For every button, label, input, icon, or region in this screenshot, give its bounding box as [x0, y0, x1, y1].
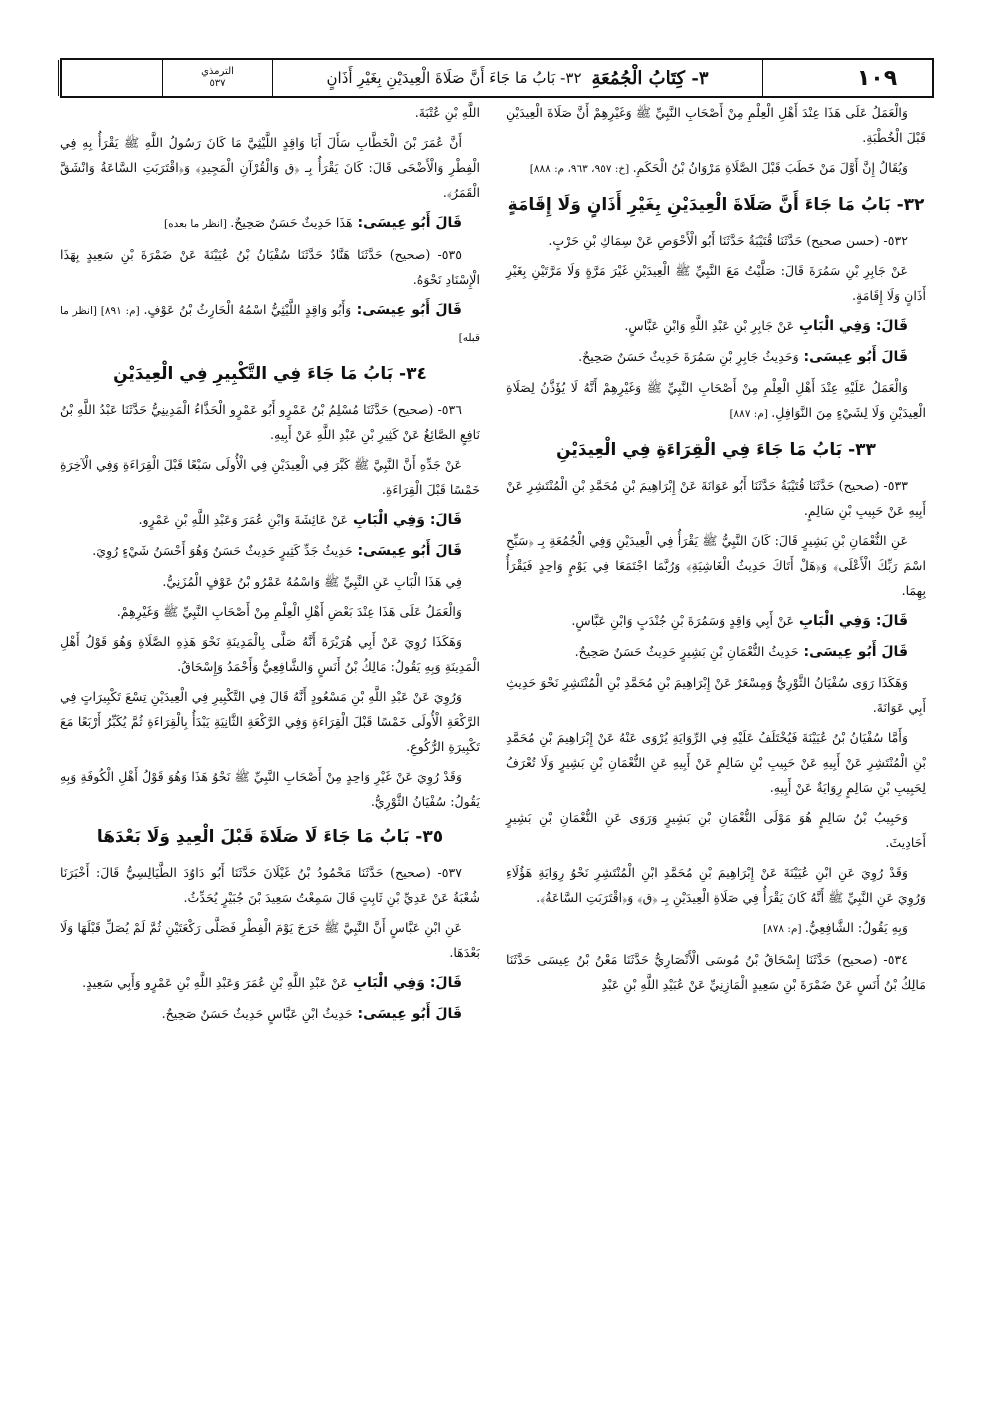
source-name: الترمذي: [201, 66, 234, 77]
paragraph: [506, 947, 926, 997]
paragraph-text: حَدِيثُ ابْنِ عَبَّاسٍ حَدِيثٌ حَسَنٌ صَحِيحٌ.: [161, 1006, 353, 1021]
chapter-heading: ٣٤- بَابُ مَا جَاءَ فِي التَّكْبِيرِ فِي الْعِيدَيْنِ: [113, 364, 427, 384]
paragraph-text: وَرُوِيَ عَنْ عَبْدِ اللَّهِ بْنِ مَسْعُودٍ أَنَّهُ قَالَ فِي التَّكْبِيرِ فِي الْعِيدَيْنِ تِسْعَ تَكْبِيرَاتٍ فِي الرَّكْعَةِ الْأُولَى خَمْسًا قَبْلَ الْقِرَاءَةِ وَفِي الرَّكْعَةِ الثَّانِيَةِ يَبْدَأُ بِالْقِرَاءَةِ ثُمَّ يُكَبِّرُ أَرْبَعًا مَعَ تَكْبِيرَةِ الرُّكُوعِ.: [60, 689, 480, 754]
running-header: [60, 58, 934, 98]
paragraph: [60, 599, 480, 624]
paragraph: [506, 725, 926, 800]
paragraph: [60, 242, 480, 292]
paragraph: [506, 528, 926, 603]
paragraph-text: حَدِيثُ جَدِّ كَثِيرٍ حَدِيثٌ حَسَنٌ وَهُوَ أَحْسَنُ شَيْءٍ رُوِيَ.: [92, 543, 353, 558]
book-title: ٣- كِتَابُ الْجُمُعَةِ: [591, 67, 709, 89]
paragraph-text: عَنْ جَابِرِ بْنِ سَمُرَةَ قَالَ: صَلَّيْتُ مَعَ النَّبِيِّ ﷺ الْعِيدَيْنِ غَيْرَ مَرَّةٍ وَلَا مَرَّتَيْنِ بِغَيْرِ أَذَانٍ وَلَا إِقَامَةٍ.: [506, 263, 926, 303]
paragraph: [506, 670, 926, 720]
paragraph: [60, 452, 480, 502]
paragraph: [506, 473, 926, 523]
header-blank-cell: [58, 60, 162, 96]
paragraph-text: وَأَبُو وَاقِدٍ اللَّيْثِيُّ اسْمُهُ الْحَارِثُ بْنُ عَوْفٍ.: [143, 302, 352, 317]
paragraph-text: عَنْ عَائِشَةَ وَابْنِ عُمَرَ وَعَبْدِ اللَّهِ بْنِ عَمْرٍو.: [138, 512, 349, 527]
paragraph-text: وَحَبِيبُ بْنُ سَالِمٍ هُوَ مَوْلَى النُّعْمَانِ بْنِ بَشِيرٍ وَرَوَى عَنِ النُّعْمَانِ بْنِ بَشِيرٍ أَحَادِيثَ.: [506, 810, 926, 850]
paragraph: [60, 100, 480, 125]
paragraph-text: وَهَكَذَا رَوَى سُفْيَانُ الثَّوْرِيُّ وَمِسْعَرٌ عَنْ إِبْرَاهِيمَ بْنِ مُحَمَّدِ بْنِ الْمُنْتَشِرِ نَحْوَ حَدِيثِ أَبِي عَوَانَةَ.: [506, 675, 926, 715]
paragraph-label: قَالَ أَبُو عِيسَى:: [352, 215, 462, 231]
paragraph: [60, 507, 480, 533]
paragraph-text: عَنْ جَابِرِ بْنِ عَبْدِ اللَّهِ وَابْنِ عَبَّاسٍ.: [624, 318, 795, 333]
reference-note: [خ: ٩٥٧، ٩٦٣، م: ٨٨٨]: [529, 163, 633, 175]
paragraph-text: عَنْ أَبِي وَاقِدٍ وَسَمُرَةَ بْنِ جُنْدَبٍ وَابْنِ عَبَّاسٍ.: [571, 613, 795, 628]
paragraph-text: وَبِهِ يَقُولُ: الشَّافِعِيُّ.: [804, 920, 908, 935]
paragraph-text: وَيُقَالُ إِنَّ أَوَّلَ مَنْ خَطَبَ قَبْلَ الصَّلَاةِ مَرْوَانُ بْنُ الْحَكَمِ.: [632, 160, 908, 175]
paragraph-label: قَالَ أَبُو عِيسَى:: [351, 302, 462, 318]
chapter-title: ٣٢- بَابُ مَا جَاءَ أَنَّ صَلَاةَ الْعِيدَيْنِ بِغَيْرِ أَذَانٍ: [326, 69, 582, 87]
paragraph: [506, 608, 926, 634]
paragraph-text: وَالْعَمَلُ عَلَيْهِ عِنْدَ أَهْلِ الْعِلْمِ مِنْ أَصْحَابِ النَّبِيِّ ﷺ وَغَيْرِهِمْ أَنَّهُ لَا يُؤَذَّنُ لِصَلَاةِ الْعِيدَيْنِ وَلَا لِشَيْءٍ مِنَ النَّوَافِلِ.: [506, 380, 926, 420]
paragraph: [506, 639, 926, 665]
paragraph-label: قَالَ: وَفِي الْبَابِ: [794, 318, 908, 334]
paragraph: [60, 970, 480, 996]
paragraph: [506, 100, 926, 150]
paragraph: [60, 569, 480, 594]
paragraph-text: ٥٣٣- (صحيح) حَدَّثَنَا قُتَيْبَةُ حَدَّثَنَا أَبُو عَوَانَةَ عَنْ إِبْرَاهِيمَ بْنِ مُحَمَّدِ بْنِ الْمُنْتَشِرِ عَنْ أَبِيهِ عَنْ حَبِيبِ بْنِ سَالِمٍ.: [506, 478, 926, 518]
paragraph: [60, 764, 480, 814]
paragraph-text: ٥٣٤- (صحيح) حَدَّثَنَا إِسْحَاقُ بْنُ مُوسَى الْأَنْصَارِيُّ حَدَّثَنَا مَعْنُ بْنُ عِيسَى حَدَّثَنَا مَالِكُ بْنُ أَنَسٍ عَنْ ضَمْرَةَ بْنِ سَعِيدٍ الْمَازِنِيِّ عَنْ عُبَيْدِ اللَّهِ بْنِ عَبْدِ: [506, 952, 926, 992]
paragraph: [60, 684, 480, 759]
paragraph-text: عَنِ النُّعْمَانِ بْنِ بَشِيرٍ قَالَ: كَانَ النَّبِيُّ ﷺ يَقْرَأُ فِي الْعِيدَيْنِ وَفِي الْجُمُعَةِ بِـ ﴿سَبِّحِ اسْمَ رَبِّكَ الْأَعْلَى﴾ وَ﴿هَلْ أَتَاكَ حَدِيثُ الْغَاشِيَةِ﴾ وَرُبَّمَا اجْتَمَعَا فِي يَوْمٍ وَاحِدٍ فَيَقْرَأُ بِهِمَا.: [506, 533, 926, 598]
paragraph-text: وَحَدِيثُ جَابِرِ بْنِ سَمُرَةَ حَدِيثٌ حَسَنٌ صَحِيحٌ.: [578, 349, 799, 364]
paragraph: [60, 297, 480, 351]
paragraph-label: قَالَ أَبُو عِيسَى:: [352, 543, 462, 559]
right-column: [506, 100, 926, 1002]
paragraph-label: قَالَ: وَفِي الْبَابِ: [348, 975, 462, 991]
paragraph-text: حَدِيثُ النُّعْمَانِ بْنِ بَشِيرٍ حَدِيثٌ حَسَنٌ صَحِيحٌ.: [574, 644, 799, 659]
paragraph-text: ٥٣٥- (صحيح) حَدَّثَنَا هَنَّادٌ حَدَّثَنَا سُفْيَانُ بْنُ عُيَيْنَةَ عَنْ ضَمْرَةَ بْنِ سَعِيدٍ بِهَذَا الْإِسْنَادِ نَحْوَهُ.: [60, 247, 480, 287]
paragraph-text: ٥٣٦- (صحيح) حَدَّثَنَا مُسْلِمُ بْنُ عَمْرٍو أَبُو عَمْرٍو الْحَذَّاءُ الْمَدِينِيُّ حَدَّثَنَا عَبْدُ اللَّهِ بْنُ نَافِعٍ الصَّائِغُ عَنْ كَثِيرِ بْنِ عَبْدِ اللَّهِ عَنْ أَبِيهِ.: [60, 402, 480, 442]
paragraph-text: اللَّهِ بْنِ عُتْبَةَ.: [414, 105, 480, 120]
paragraph: [506, 258, 926, 308]
paragraph-label: قَالَ أَبُو عِيسَى:: [352, 1006, 462, 1022]
paragraph-text: هَذَا حَدِيثٌ حَسَنٌ صَحِيحٌ.: [230, 215, 353, 230]
reference-note: [م: ٨٨٧]: [729, 408, 772, 420]
paragraph: [506, 860, 926, 910]
paragraph-text: وَالْعَمَلُ عَلَى هَذَا عِنْدَ بَعْضِ أَهْلِ الْعِلْمِ مِنْ أَصْحَابِ النَّبِيِّ ﷺ وَغَيْرِهِمْ.: [116, 604, 462, 619]
source-ref: [162, 60, 272, 96]
paragraph-text: وَأَمَّا سُفْيَانُ بْنُ عُيَيْنَةَ فَيُخْتَلَفُ عَلَيْهِ فِي الرِّوَايَةِ يُرْوَى عَنْهُ عَنْ إِبْرَاهِيمَ بْنِ مُحَمَّدِ بْنِ الْمُنْتَشِرِ عَنْ أَبِيهِ عَنْ حَبِيبِ بْنِ سَالِمٍ عَنْ أَبِيهِ عَنِ النُّعْمَانِ بْنِ بَشِيرٍ وَلَا تُعْرَفُ لِحَبِيبِ بْنِ سَالِمٍ رِوَايَةٌ عَنْ أَبِيهِ.: [506, 730, 926, 795]
paragraph: [506, 344, 926, 370]
paragraph: [60, 210, 480, 237]
paragraph: [506, 313, 926, 339]
reference-note: [م: ٨٩١] [انظر ما قبله]: [60, 305, 480, 344]
paragraph: [506, 375, 926, 427]
left-column: [60, 100, 480, 1032]
page-number: ١٠٩: [856, 65, 898, 91]
paragraph: [60, 538, 480, 564]
paragraph-text: أَنَّ عُمَرَ بْنَ الْخَطَّابِ سَأَلَ أَبَا وَاقِدٍ اللَّيْثِيَّ مَا كَانَ رَسُولُ اللَّهِ ﷺ يَقْرَأُ بِهِ فِي الْفِطْرِ وَالْأَضْحَى قَالَ: كَانَ يَقْرَأُ بِـ ﴿ق وَالْقُرْآنِ الْمَجِيدِ﴾ وَ﴿اقْتَرَبَتِ السَّاعَةُ وَانْشَقَّ الْقَمَرُ﴾.: [60, 135, 480, 200]
paragraph-text: وَهَكَذَا رُوِيَ عَنْ أَبِي هُرَيْرَةَ أَنَّهُ صَلَّى بِالْمَدِينَةِ نَحْوَ هَذِهِ الصَّلَاةِ وَهُوَ قَوْلُ أَهْلِ الْمَدِينَةِ وَبِهِ يَقُولُ: مَالِكُ بْنُ أَنَسٍ وَالشَّافِعِيُّ وَأَحْمَدُ وَإِسْحَاقُ.: [60, 634, 480, 674]
paragraph: [506, 228, 926, 253]
paragraph-text: وَالْعَمَلُ عَلَى هَذَا عِنْدَ أَهْلِ الْعِلْمِ مِنْ أَصْحَابِ النَّبِيِّ ﷺ وَغَيْرِهِمْ أَنَّ صَلَاةَ الْعِيدَيْنِ قَبْلَ الْخُطْبَةِ.: [506, 105, 926, 145]
paragraph-text: وَقَدْ رُوِيَ عَنِ ابْنِ عُيَيْنَةَ عَنْ إِبْرَاهِيمَ بْنِ مُحَمَّدِ ابْنِ الْمُنْتَشِرِ نَحْوُ رِوَايَةِ هَؤُلَاءِ وَرُوِيَ عَنِ النَّبِيِّ ﷺ أَنَّهُ كَانَ يَقْرَأُ فِي صَلَاةِ الْعِيدَيْنِ بِـ ﴿ق﴾ وَ﴿اقْتَرَبَتِ السَّاعَةُ﴾.: [506, 865, 926, 905]
paragraph: [60, 1001, 480, 1027]
paragraph-label: قَالَ أَبُو عِيسَى:: [798, 644, 908, 660]
paragraph-text: ٥٣٢- (حسن صحيح) حَدَّثَنَا قُتَيْبَةُ حَدَّثَنَا أَبُو الْأَحْوَصِ عَنْ سِمَاكِ بْنِ حَرْبٍ.: [548, 233, 908, 248]
reference-note: [م: ٨٧٨]: [763, 923, 805, 935]
paragraph: [60, 397, 480, 447]
paragraph: [60, 130, 480, 205]
reference-note: [انظر ما بعده]: [164, 218, 231, 230]
chapter-heading: ٣٣- بَابُ مَا جَاءَ فِي الْقِرَاءَةِ فِي الْعِيدَيْنِ: [556, 440, 876, 460]
paragraph: [60, 915, 480, 965]
paragraph-text: وَقَدْ رُوِيَ عَنْ غَيْرِ وَاحِدٍ مِنْ أَصْحَابِ النَّبِيِّ ﷺ نَحْوُ هَذَا وَهُوَ قَوْلُ أَهْلِ الْكُوفَةِ وَبِهِ يَقُولُ: سُفْيَانُ الثَّوْرِيُّ.: [60, 769, 480, 809]
paragraph-label: قَالَ أَبُو عِيسَى:: [798, 349, 908, 365]
paragraph: [506, 155, 926, 182]
paragraph-text: عَنْ عَبْدِ اللَّهِ بْنِ عُمَرَ وَعَبْدِ اللَّهِ بْنِ عَمْرٍو وَأَبِي سَعِيدٍ.: [82, 975, 349, 990]
chapter-heading: ٣٢- بَابُ مَا جَاءَ أَنَّ صَلَاةَ الْعِيدَيْنِ بِغَيْرِ أَذَانٍ وَلَا إِقَامَةٍ: [507, 195, 925, 215]
paragraph: [506, 915, 926, 942]
running-title: [272, 60, 762, 96]
paragraph-label: قَالَ: وَفِي الْبَابِ: [348, 512, 462, 528]
paragraph-text: عَنِ ابْنِ عَبَّاسٍ أَنَّ النَّبِيَّ ﷺ خَرَجَ يَوْمَ الْفِطْرِ فَصَلَّى رَكْعَتَيْنِ ثُمَّ لَمْ يُصَلِّ قَبْلَهَا وَلَا بَعْدَهَا.: [60, 920, 480, 960]
paragraph: [506, 805, 926, 855]
chapter-heading: ٣٥- بَابُ مَا جَاءَ لَا صَلَاةَ قَبْلَ الْعِيدِ وَلَا بَعْدَهَا: [96, 827, 444, 847]
header-blank-cell: [762, 60, 822, 96]
paragraph-text: فِي هَذَا الْبَابِ عَنِ النَّبِيِّ ﷺ وَاسْمُهُ عَمْرُو بْنُ عَوْفٍ الْمُزَنِيُّ.: [162, 574, 462, 589]
paragraph: [60, 629, 480, 679]
paragraph-text: ٥٣٧- (صحيح) حَدَّثَنَا مَحْمُودُ بْنُ غَيْلَانَ حَدَّثَنَا أَبُو دَاوُدَ الطَّيَالِسِيُّ قَالَ: أَخْبَرَنَا شُعْبَةُ عَنْ عَدِيِّ بْنِ ثَابِتٍ قَالَ سَمِعْتُ سَعِيدَ بْنَ جُبَيْرٍ يُحَدِّثُ.: [60, 865, 480, 905]
source-number: ٥٣٧: [209, 78, 226, 89]
paragraph-label: قَالَ: وَفِي الْبَابِ: [794, 613, 908, 629]
paragraph: [60, 860, 480, 910]
paragraph-text: عَنْ جَدِّهِ أَنَّ النَّبِيَّ ﷺ كَبَّرَ فِي الْعِيدَيْنِ فِي الْأُولَى سَبْعًا قَبْلَ الْقِرَاءَةِ وَفِي الْآخِرَةِ خَمْسًا قَبْلَ الْقِرَاءَةِ.: [60, 457, 480, 497]
